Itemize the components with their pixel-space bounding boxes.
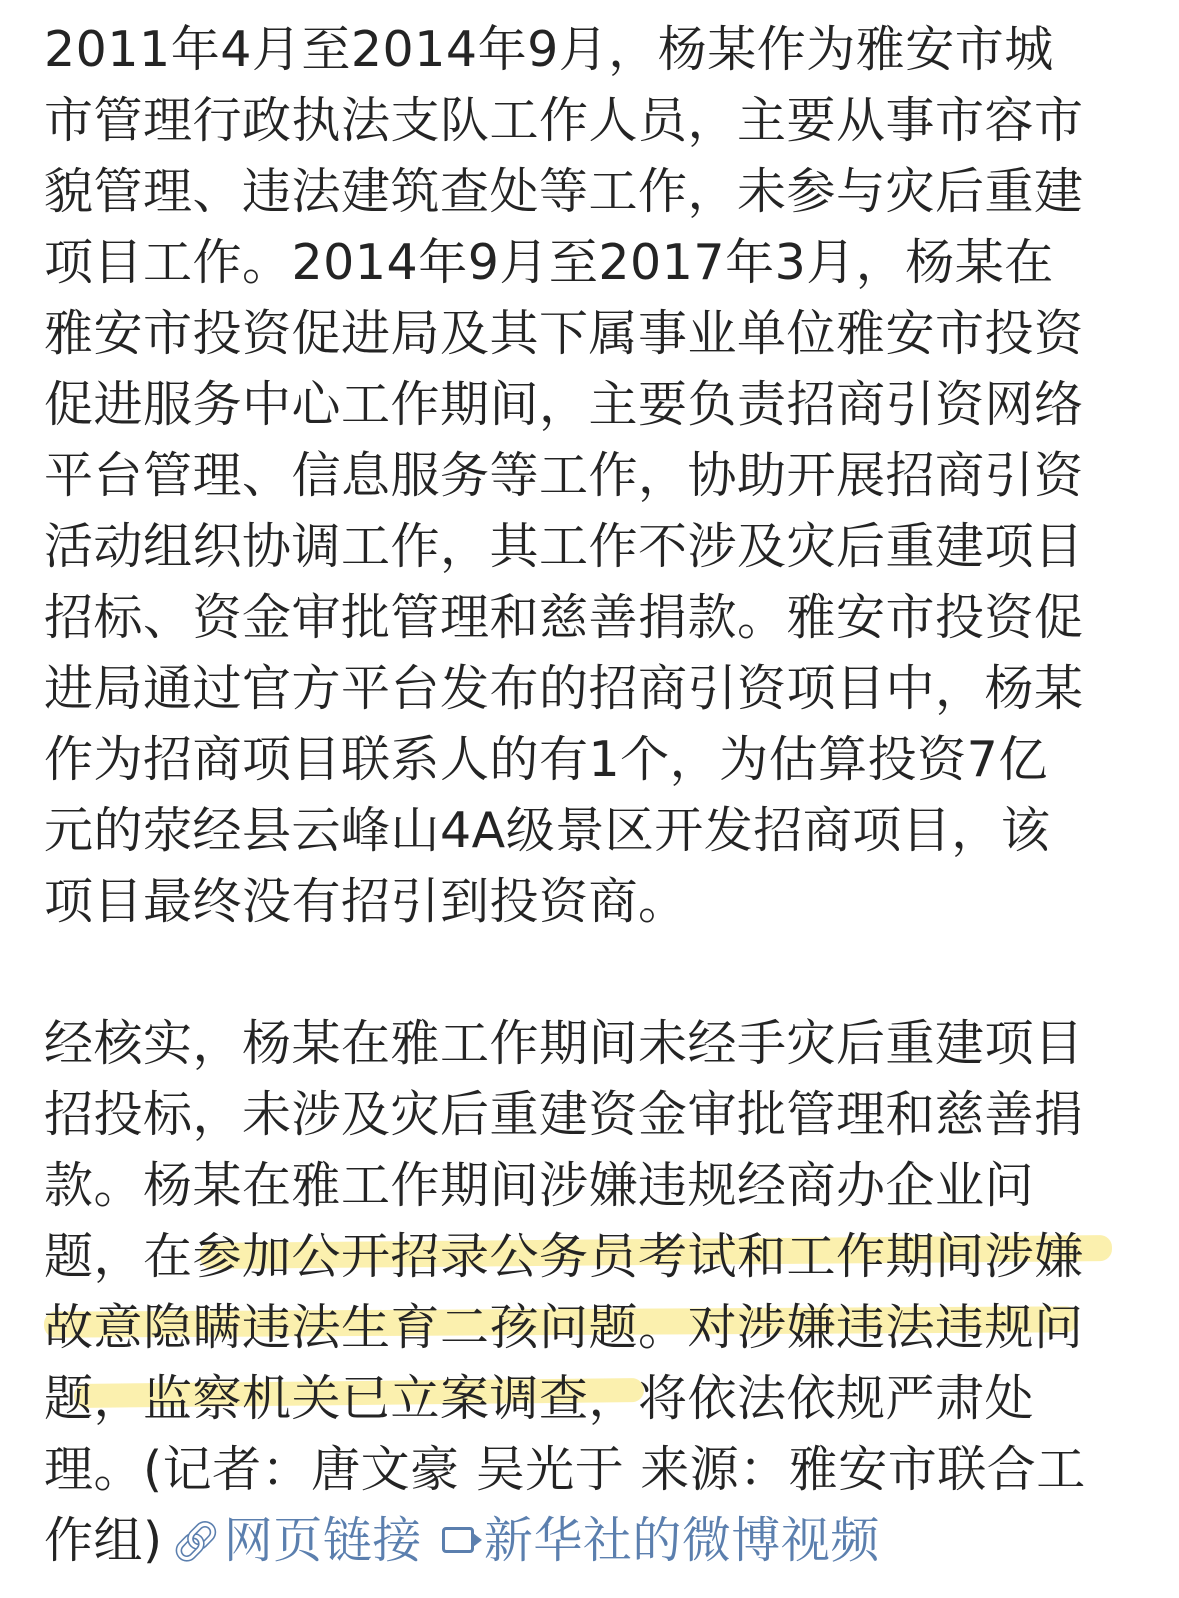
- text-line: 雅安市投资促进局及其下属事业单位雅安市投资: [44, 305, 1084, 362]
- text-line: 2011年4月至2014年9月，杨某作为雅安市城: [44, 21, 1054, 78]
- video-link[interactable]: [422, 1512, 880, 1569]
- video-icon: [442, 1527, 474, 1553]
- video-link-label: 新华社的微博视频: [483, 1512, 880, 1569]
- link-icon: 🔗︎: [170, 1519, 222, 1565]
- paragraph-1: [44, 14, 1134, 937]
- text-line: 作为招商项目联系人的有1个，为估算投资7亿: [44, 731, 1048, 788]
- text-line: 题，在参加公开招录公务员考试和工作期间涉嫌: [44, 1228, 1084, 1285]
- post-body: [44, 14, 1134, 1576]
- text-line: 故意隐瞒违法生育二孩问题。对涉嫌违法违规问: [44, 1299, 1084, 1356]
- text-line: 貌管理、违法建筑查处等工作，未参与灾后重建: [44, 163, 1084, 220]
- text-line-tail: 作组): [44, 1512, 163, 1569]
- text-line: 市管理行政执法支队工作人员，主要从事市容市: [44, 92, 1084, 149]
- text-line: 项目工作。2014年9月至2017年3月，杨某在: [44, 234, 1054, 291]
- web-link[interactable]: [163, 1512, 422, 1569]
- text-line: 理。(记者：唐文豪 吴光于 来源：雅安市联合工: [44, 1441, 1086, 1498]
- text-line: 题，监察机关已立案调查，将依法依规严肃处: [44, 1370, 1035, 1427]
- text-line-with-links: [44, 1505, 1134, 1576]
- text-line: 活动组织协调工作，其工作不涉及灾后重建项目: [44, 518, 1084, 575]
- text-line: 招标、资金审批管理和慈善捐款。雅安市投资促: [44, 589, 1084, 646]
- paragraph-2: [44, 1008, 1134, 1576]
- text-line: 款。杨某在雅工作期间涉嫌违规经商办企业问: [44, 1157, 1035, 1214]
- paragraph-gap: [44, 937, 1134, 1008]
- text-line: 促进服务中心工作期间，主要负责招商引资网络: [44, 376, 1084, 433]
- text-line: 招投标，未涉及灾后重建资金审批管理和慈善捐: [44, 1086, 1084, 1143]
- text-line: 项目最终没有招引到投资商。: [44, 873, 688, 930]
- text-line: 平台管理、信息服务等工作，协助开展招商引资: [44, 447, 1084, 504]
- text-line: 经核实，杨某在雅工作期间未经手灾后重建项目: [44, 1015, 1084, 1072]
- text-line: 进局通过官方平台发布的招商引资项目中，杨某: [44, 660, 1084, 717]
- web-link-label: 网页链接: [223, 1512, 422, 1569]
- text-line: 元的荥经县云峰山4A级景区开发招商项目，该: [44, 802, 1051, 859]
